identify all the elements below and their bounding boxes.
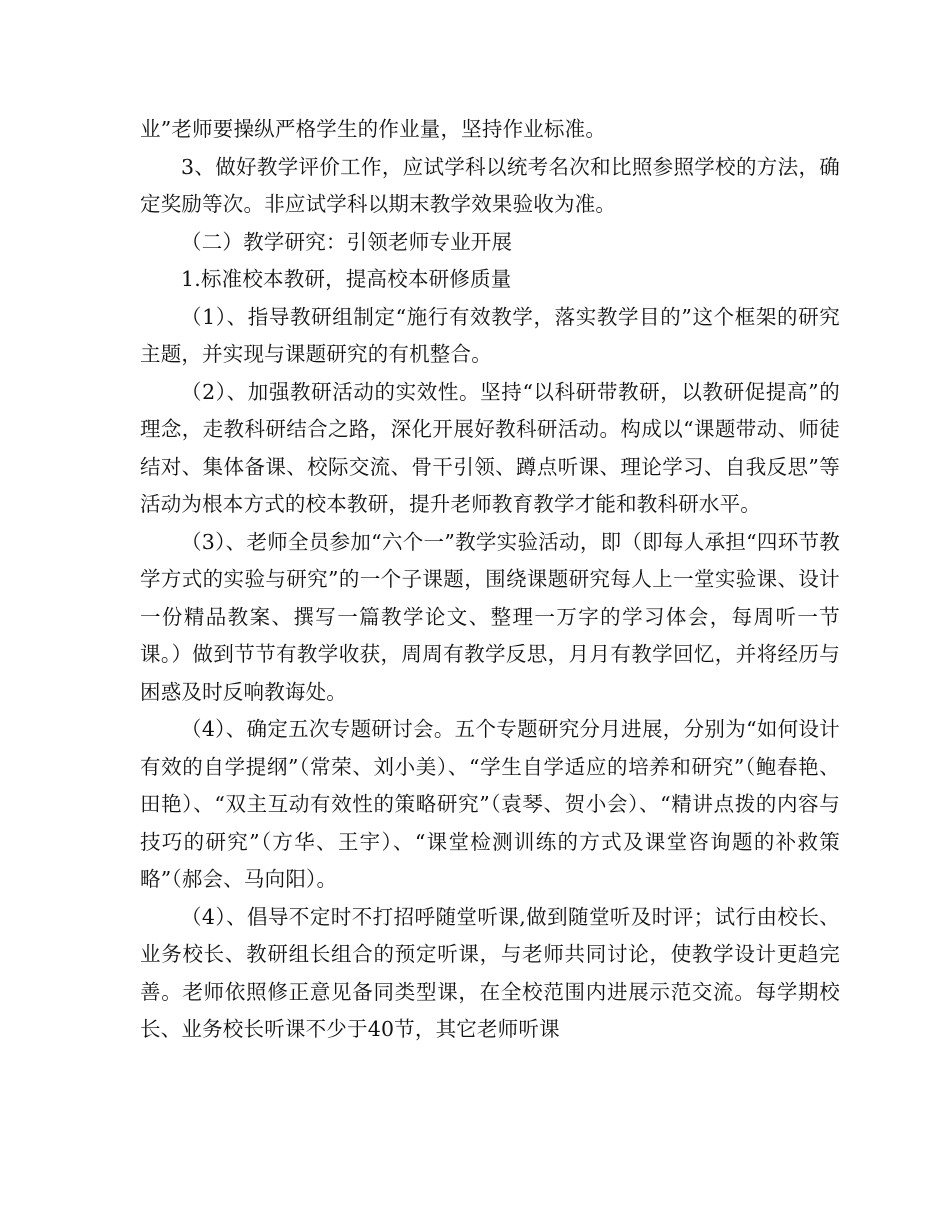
paragraph-item-4-lesson-observation: （4）、倡导不定时不打招呼随堂听课,做到随堂听及时评；试行由校长、业务校长、教研组长组合的预定听课，与老师共同讨论，使教学设计更趋完善。老师依照修正意见备同类型课，在全校范围内进展示范交流。每学期校长、业务校长听课不少于40节，其它老师听课 [140, 904, 840, 1041]
subheading-school-research: 1.标准校本教研，提高校本研修质量 [181, 267, 512, 291]
document-body [140, 111, 840, 1049]
paragraph-item-2: （2）、加强教研活动的实效性。坚持“以科研带教研，以教研促提高”的理念，走教科研结合之路，深化开展好教科研活动。构成以“课题带动、师徒结对、集体备课、校际交流、骨干引领、蹲点听课、理论学习、自我反思”等活动为根本方式的校本教研，提升老师教育教学才能和教科研水平。 [140, 379, 840, 516]
paragraph-item-3: （3）、老师全员参加“六个一”教学实验活动，即（即每人承担“四环节教学方式的实验与研究”的一个子课题，围绕课题研究每人上一堂实验课、设计一份精品教案、撰写一篇教学论文、整理一万字的学习体会，每周听一节课。）做到节节有教学收获，周周有教学反思，月月有教学回忆，并将经历与困惑及时反响教诲处。 [140, 529, 840, 704]
paragraph-item-1: （1）、指导教研组制定“施行有效教学，落实教学目的”这个框架的研究主题，并实现与课题研究的有机整合。 [140, 304, 840, 366]
section-heading-teaching-research: （二）教学研究：引领老师专业开展 [181, 229, 513, 254]
paragraph-teaching-evaluation: 3、做好教学评价工作，应试学科以统考名次和比照参照学校的方法，确定奖励等次。非应试学科以期末教学效果验收为准。 [140, 154, 840, 216]
paragraph-item-4-seminars: （4）、确定五次专题研讨会。五个专题研究分月进展，分别为“如何设计有效的自学提纲”（常荣、刘小美）、“学生自学适应的培养和研究”（鲍春艳、田艳）、“双主互动有效性的策略研究”（袁琴、贺小会）、“精讲点拨的内容与技巧的研究”（方华、王宇）、“课堂检测训练的方式及课堂咨询题的补救策略”（郝会、马向阳）。 [140, 717, 840, 891]
paragraph-homework-standard: 业”老师要操纵严格学生的作业量，坚持作业标准。 [140, 117, 607, 141]
